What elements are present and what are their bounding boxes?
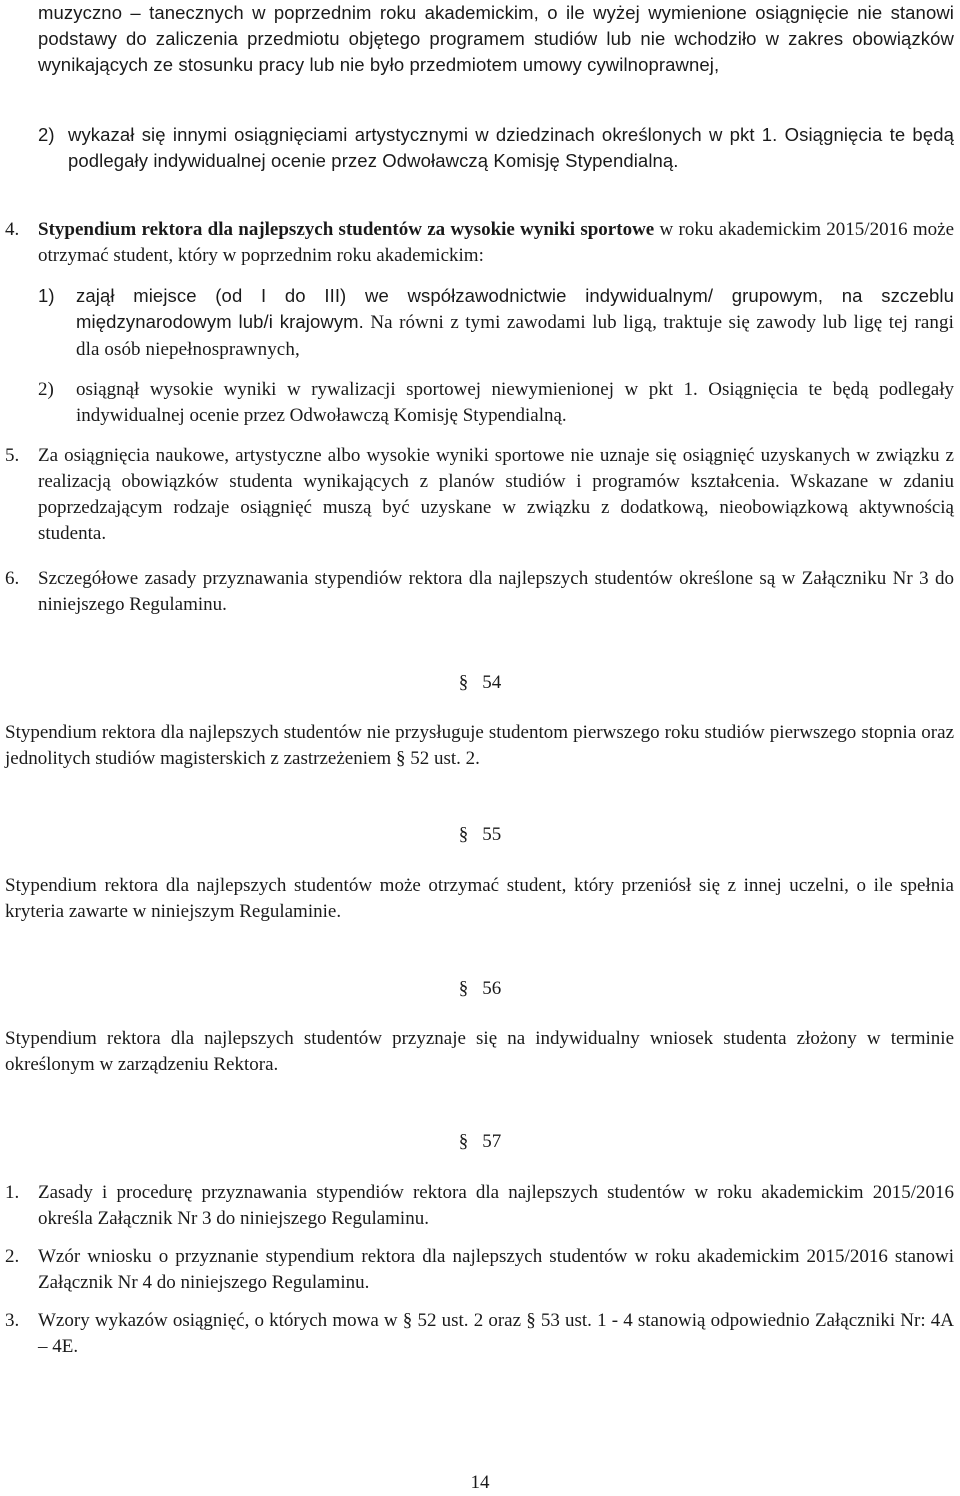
- section-text: Stypendium rektora dla najlepszych studentów przyznaje się na indywidualny wniosek studenta złożony w terminie określonym w zarządzeniu Rektora.: [5, 1028, 954, 1075]
- section-heading-55: [0, 822, 960, 848]
- section-54-text: [5, 720, 954, 772]
- paragraph-text: muzyczno – tanecznych w poprzednim roku akademickim, o ile wyżej wymienione osiągnięcie nie stanowi podstawy do zaliczenia przedmiotu objętego programem studiów lub nie wchodziło w zakres obowiązków wynikających ze stosunku pracy lub nie było przedmiotem umowy cywilnoprawnej,: [38, 2, 954, 75]
- section-number: 57: [482, 1131, 502, 1152]
- item-text: Zasady i procedurę przyznawania stypendiów rektora dla najlepszych studentów w roku akademickim 2015/2016 określa Załącznik Nr 3 do niniejszego Regulaminu.: [38, 1182, 954, 1229]
- section-text: Stypendium rektora dla najlepszych studentów nie przysługuje studentom pierwszego roku studiów pierwszego stopnia oraz jednolitych studiów magisterskich z zastrzeżeniem § 52 ust. 2.: [5, 722, 954, 769]
- paragraph-text: [38, 217, 954, 269]
- item-text: wykazał się innymi osiągnięciami artystycznymi w dziedzinach określonych w pkt 1. Osiągnięcia te będą podlegały indywidualnej ocenie przez Odwoławczą Komisję Stypendialną.: [68, 124, 954, 171]
- section-heading-54: [0, 670, 960, 696]
- paragraph-4-item-2: [38, 377, 954, 429]
- paragraph-4: [5, 217, 954, 269]
- section-symbol: §: [458, 824, 469, 845]
- section-symbol: §: [458, 978, 469, 999]
- paragraph-5: [5, 443, 954, 547]
- section-56-text: [5, 1026, 954, 1078]
- section-57-item-2: [5, 1244, 954, 1296]
- section-heading-56: [0, 976, 960, 1002]
- item-number: 1): [38, 285, 55, 306]
- item-text-a: zajął miejsce (od I do III) we współzawodnictwie indywidualnym/ grupowym, na szczeblu międzynarodowym lub/i krajowym.: [76, 285, 954, 332]
- section-number: 54: [482, 672, 502, 693]
- paragraph-number: 6.: [5, 568, 20, 589]
- paragraph-6: [5, 566, 954, 618]
- paragraph-number: 4.: [5, 219, 20, 240]
- item-text: Wzór wniosku o przyznanie stypendium rektora dla najlepszych studentów w roku akademickim 2015/2016 stanowi Załącznik Nr 4 do niniejszego Regulaminu.: [38, 1246, 954, 1293]
- paragraph-3-continuation: [38, 0, 954, 78]
- section-number: 55: [482, 824, 502, 845]
- section-heading-57: [0, 1129, 960, 1155]
- paragraph-lead: Stypendium rektora dla najlepszych studentów za wysokie wyniki sportowe: [38, 219, 655, 240]
- paragraph-text: Za osiągnięcia naukowe, artystyczne albo wysokie wyniki sportowe nie uznaje się osiągnięć uzyskanych w związku z realizacją obowiązków studenta wynikających z planów studiów i programów kształcenia. Wskazane w zdaniu poprzedzającym rodzaje osiągnięć muszą być uzyskane w związku z dodatkową, nieobowiązkową aktywnością studenta.: [38, 445, 954, 544]
- item-number: 2): [38, 379, 54, 400]
- item-text: [76, 283, 954, 363]
- section-55-text: [5, 873, 954, 925]
- item-text: Wzory wykazów osiągnięć, o których mowa w § 52 ust. 2 oraz § 53 ust. 1 - 4 stanowią odpowiednio Załączniki Nr: 4A – 4E.: [38, 1310, 954, 1357]
- paragraph-rest: w roku akademickim 2015/2016 może otrzymać student, który w poprzednim roku akademickim:: [38, 219, 954, 266]
- paragraph-4-item-1: [38, 283, 954, 363]
- page-number: 14: [470, 1472, 490, 1493]
- section-57-item-3: [5, 1308, 954, 1360]
- item-number: 1.: [5, 1182, 20, 1203]
- section-number: 56: [482, 978, 502, 999]
- paragraph-text: Szczegółowe zasady przyznawania stypendiów rektora dla najlepszych studentów określone są w Załączniku Nr 3 do niniejszego Regulaminu.: [38, 568, 954, 615]
- section-text: Stypendium rektora dla najlepszych studentów może otrzymać student, który przeniósł się z innej uczelni, o ile spełnia kryteria zawarte w niniejszym Regulaminie.: [5, 875, 954, 922]
- section-57-item-1: [5, 1180, 954, 1232]
- paragraph-number: 5.: [5, 445, 20, 466]
- item-text-b: Na równi z tymi zawodami lub ligą, traktuje się zawody lub ligę tej rangi dla osób niepełnosprawnych,: [76, 312, 954, 360]
- item-text: osiągnął wysokie wyniki w rywalizacji sportowej niewymienionej w pkt 1. Osiągnięcia te będą podlegały indywidualnej ocenie przez Odwoławczą Komisję Stypendialną.: [76, 379, 954, 426]
- item-number: 3.: [5, 1310, 20, 1331]
- item-number: 2): [38, 124, 55, 145]
- paragraph-3-item-2: [38, 122, 954, 174]
- item-number: 2.: [5, 1246, 20, 1267]
- section-symbol: §: [458, 1131, 469, 1152]
- section-symbol: §: [458, 672, 469, 693]
